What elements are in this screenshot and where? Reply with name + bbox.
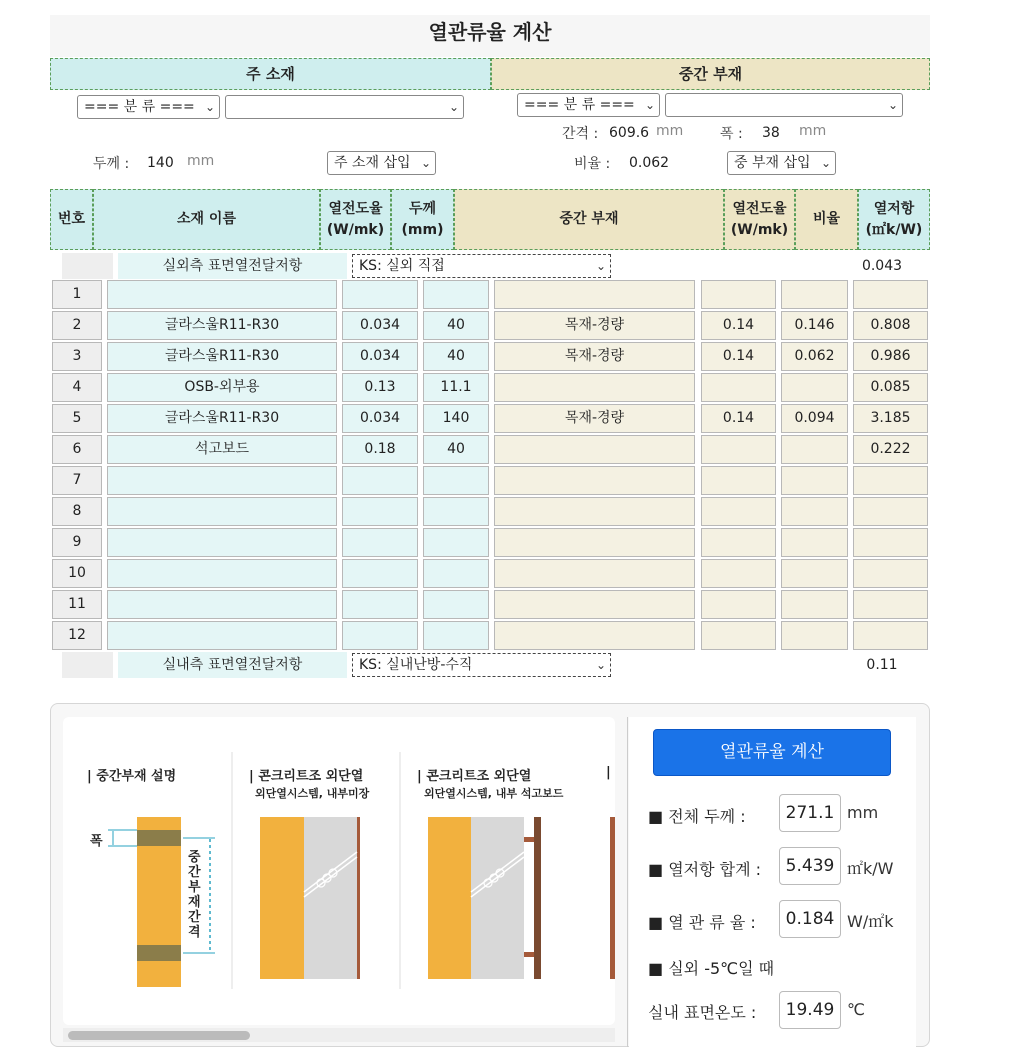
chevron-down-icon: ⌄	[420, 156, 431, 170]
material-name-cell[interactable]: OSB-외부용	[107, 373, 337, 402]
main-insert-label: 주 소재 삽입	[334, 155, 411, 171]
thickness-unit: mm	[187, 153, 215, 169]
resistance-cell[interactable]	[853, 466, 928, 495]
thickness-cell[interactable]	[423, 466, 489, 495]
resistance-cell[interactable]: 0.222	[853, 435, 928, 464]
material-name-cell[interactable]: 글라스울R11-R30	[107, 342, 337, 371]
ratio-value: 0.062	[629, 155, 670, 171]
illustration-title-3: | 콘크리트조 외단열	[417, 769, 532, 784]
mid-member-header: 중간 부재	[491, 58, 930, 90]
mid-conductivity-cell[interactable]: 0.14	[701, 311, 776, 340]
total-thickness-unit: mm	[847, 803, 879, 822]
chevron-down-icon: ⌄	[820, 156, 831, 170]
material-name-cell[interactable]: 글라스울R11-R30	[107, 311, 337, 340]
inner-resistance-value: 0.11	[866, 657, 898, 673]
thickness-cell[interactable]: 40	[423, 311, 489, 340]
mid-category-select[interactable]	[517, 93, 660, 117]
mid-member-cell[interactable]	[494, 435, 695, 464]
mid-conductivity-cell[interactable]	[701, 280, 776, 309]
resistance-cell[interactable]: 0.085	[853, 373, 928, 402]
ratio-cell[interactable]: 0.094	[781, 404, 848, 433]
scrollbar-thumb[interactable]	[68, 1031, 250, 1040]
ratio-cell[interactable]: 0.146	[781, 311, 848, 340]
width-unit: mm	[799, 123, 827, 139]
mid-conductivity-cell[interactable]	[701, 466, 776, 495]
thickness-cell[interactable]: 11.1	[423, 373, 489, 402]
panel-divider	[627, 717, 628, 1047]
thickness-cell[interactable]	[423, 528, 489, 557]
mid-category-value: === 분 류 ===	[524, 97, 635, 113]
ratio-cell[interactable]	[781, 528, 848, 557]
calculate-button[interactable]: 열관류율 계산	[653, 729, 891, 776]
thickness-cell[interactable]	[423, 559, 489, 588]
illustration-sub-3: 외단열시스템, 내부 석고보드	[424, 787, 564, 800]
outer-num-cell	[62, 253, 113, 279]
conductivity-cell[interactable]	[342, 466, 418, 495]
resistance-sum-label: ■ 열저항 합계 :	[648, 860, 762, 879]
spacing-diagram-label: 중간부재간격	[188, 850, 201, 940]
conductivity-cell[interactable]: 0.13	[342, 373, 418, 402]
mid-conductivity-cell[interactable]	[701, 497, 776, 526]
conductivity-cell[interactable]	[342, 280, 418, 309]
row-number: 7	[52, 466, 102, 495]
illustration-title-2: | 콘크리트조 외단열	[249, 769, 364, 784]
page-title: 열관류율 계산	[50, 15, 930, 57]
ratio-cell[interactable]	[781, 621, 848, 650]
resistance-cell[interactable]	[853, 621, 928, 650]
spacing-label: 간격 :	[562, 126, 599, 142]
mid-member-cell[interactable]	[494, 559, 695, 588]
mid-member-cell[interactable]	[494, 528, 695, 557]
mid-conductivity-cell[interactable]	[701, 621, 776, 650]
indoor-temp-unit: ℃	[847, 1000, 865, 1019]
mid-conductivity-cell[interactable]: 0.14	[701, 404, 776, 433]
chevron-down-icon: ⌄	[887, 98, 898, 112]
row-number: 9	[52, 528, 102, 557]
u-value-unit: W/㎡k	[847, 912, 894, 931]
width-diagram-label: 폭	[90, 834, 103, 849]
ratio-cell[interactable]: 0.062	[781, 342, 848, 371]
ratio-cell[interactable]	[781, 435, 848, 464]
ratio-cell[interactable]	[781, 497, 848, 526]
row-number: 3	[52, 342, 102, 371]
mid-member-cell[interactable]	[494, 590, 695, 619]
conductivity-cell[interactable]: 0.18	[342, 435, 418, 464]
main-material-header: 주 소재	[50, 58, 491, 90]
row-number: 1	[52, 280, 102, 309]
conductivity-cell[interactable]	[342, 559, 418, 588]
illustration-drawing	[63, 717, 615, 1025]
mid-item-select[interactable]	[665, 93, 903, 117]
material-name-cell[interactable]	[107, 466, 337, 495]
inner-surface-select[interactable]	[352, 653, 611, 677]
row-number: 8	[52, 497, 102, 526]
outer-resistance-value: 0.043	[861, 258, 903, 274]
material-name-cell[interactable]	[107, 280, 337, 309]
u-value-label: ■ 열 관 류 율 :	[648, 913, 756, 932]
conductivity-cell[interactable]: 0.034	[342, 342, 418, 371]
material-name-cell[interactable]: 석고보드	[107, 435, 337, 464]
resistance-cell[interactable]: 0.986	[853, 342, 928, 371]
row-number: 6	[52, 435, 102, 464]
ratio-cell[interactable]	[781, 590, 848, 619]
main-insert-select[interactable]	[327, 151, 436, 175]
mid-member-cell[interactable]	[494, 621, 695, 650]
chevron-down-icon: ⌄	[595, 259, 606, 273]
col-header-ratio: 비율	[795, 189, 858, 250]
material-name-cell[interactable]	[107, 559, 337, 588]
row-number: 10	[52, 559, 102, 588]
total-thickness-field[interactable]: 271.1	[779, 794, 841, 832]
mid-conductivity-cell[interactable]	[701, 559, 776, 588]
spacing-unit: mm	[656, 123, 684, 139]
mid-conductivity-cell[interactable]	[701, 528, 776, 557]
mid-conductivity-cell[interactable]: 0.14	[701, 342, 776, 371]
outer-surface-select[interactable]	[352, 254, 611, 278]
illustration-sub-2: 외단열시스템, 내부미장	[255, 787, 370, 800]
mid-conductivity-cell[interactable]	[701, 435, 776, 464]
resistance-sum-field[interactable]: 5.439	[779, 847, 841, 885]
illustration-scrollbar[interactable]	[63, 1028, 615, 1042]
col-header-resistance: 열저항 (㎡k/W)	[858, 189, 930, 250]
conductivity-cell[interactable]: 0.034	[342, 311, 418, 340]
inner-surface-value: KS: 실내난방-수직	[359, 657, 473, 673]
material-name-cell[interactable]	[107, 590, 337, 619]
ratio-cell[interactable]	[781, 373, 848, 402]
resistance-cell[interactable]	[853, 280, 928, 309]
mid-member-cell[interactable]	[494, 280, 695, 309]
conductivity-cell[interactable]	[342, 497, 418, 526]
thickness-label: 두께 :	[93, 156, 130, 172]
mid-insert-label: 중 부재 삽입	[734, 155, 811, 171]
resistance-cell[interactable]	[853, 528, 928, 557]
outer-surface-label: 실외측 표면열전달저항	[118, 253, 347, 279]
main-item-select[interactable]	[225, 95, 464, 119]
mid-member-cell[interactable]	[494, 497, 695, 526]
main-category-select[interactable]	[77, 95, 220, 119]
inner-num-cell	[62, 652, 113, 678]
mid-member-cell[interactable]	[494, 373, 695, 402]
mid-member-cell[interactable]: 목재-경량	[494, 311, 695, 340]
ratio-cell[interactable]	[781, 280, 848, 309]
mid-member-cell[interactable]: 목재-경량	[494, 404, 695, 433]
row-number: 11	[52, 590, 102, 619]
mid-conductivity-cell[interactable]	[701, 590, 776, 619]
main-category-value: === 분 류 ===	[84, 99, 195, 115]
material-name-cell[interactable]: 글라스울R11-R30	[107, 404, 337, 433]
stud-top	[137, 830, 181, 846]
outdoor-condition-label: ■ 실외 -5℃일 때	[648, 959, 775, 978]
outer-surface-value: KS: 실외 직접	[359, 258, 445, 274]
row-number: 5	[52, 404, 102, 433]
resistance-cell[interactable]: 0.808	[853, 311, 928, 340]
material-name-cell[interactable]	[107, 528, 337, 557]
resistance-sum-unit: ㎡k/W	[847, 859, 894, 878]
indoor-temp-field[interactable]: 19.49	[779, 991, 841, 1029]
row-number: 2	[52, 311, 102, 340]
illustration-strip	[63, 717, 615, 1025]
row-number: 4	[52, 373, 102, 402]
col-header-mcond: 열전도율 (W/mk)	[724, 189, 795, 250]
mid-conductivity-cell[interactable]	[701, 373, 776, 402]
col-header-num: 번호	[50, 189, 93, 250]
material-name-cell[interactable]	[107, 497, 337, 526]
resistance-cell[interactable]	[853, 559, 928, 588]
illustration-title-1: | 중간부재 설명	[87, 769, 177, 784]
resistance-cell[interactable]: 3.185	[853, 404, 928, 433]
illustration-title-4: |	[606, 765, 611, 780]
indoor-temp-label: 실내 표면온도 :	[648, 1003, 757, 1022]
total-thickness-label: ■ 전체 두께 :	[648, 807, 746, 826]
thickness-cell[interactable]: 40	[423, 342, 489, 371]
stud-bottom	[137, 945, 181, 961]
mid-insert-select[interactable]	[727, 151, 836, 175]
width-value: 38	[762, 125, 780, 141]
chevron-down-icon: ⌄	[595, 658, 606, 672]
thickness-cell[interactable]: 40	[423, 435, 489, 464]
chevron-down-icon: ⌄	[204, 100, 215, 114]
ratio-label: 비율 :	[574, 156, 611, 172]
thickness-cell[interactable]	[423, 621, 489, 650]
col-header-name: 소재 이름	[93, 189, 320, 250]
width-label: 폭 :	[720, 126, 743, 142]
mid-member-cell[interactable]	[494, 466, 695, 495]
thickness-cell[interactable]: 140	[423, 404, 489, 433]
chevron-down-icon: ⌄	[448, 100, 459, 114]
resistance-cell[interactable]	[853, 590, 928, 619]
ratio-cell[interactable]	[781, 466, 848, 495]
inner-surface-label: 실내측 표면열전달저항	[118, 652, 347, 678]
conductivity-cell[interactable]	[342, 621, 418, 650]
mid-member-cell[interactable]: 목재-경량	[494, 342, 695, 371]
thickness-value: 140	[147, 155, 174, 171]
ratio-cell[interactable]	[781, 559, 848, 588]
col-header-mid: 중간 부재	[454, 189, 724, 250]
spacing-value: 609.6	[609, 125, 650, 141]
row-number: 12	[52, 621, 102, 650]
thickness-cell[interactable]	[423, 280, 489, 309]
conductivity-cell[interactable]: 0.034	[342, 404, 418, 433]
col-header-thick: 두께 (mm)	[391, 189, 454, 250]
resistance-cell[interactable]	[853, 497, 928, 526]
u-value-field[interactable]: 0.184	[779, 900, 841, 938]
conductivity-cell[interactable]	[342, 590, 418, 619]
material-name-cell[interactable]	[107, 621, 337, 650]
thickness-cell[interactable]	[423, 590, 489, 619]
thickness-cell[interactable]	[423, 497, 489, 526]
conductivity-cell[interactable]	[342, 528, 418, 557]
col-header-cond: 열전도율 (W/mk)	[320, 189, 391, 250]
chevron-down-icon: ⌄	[644, 98, 655, 112]
